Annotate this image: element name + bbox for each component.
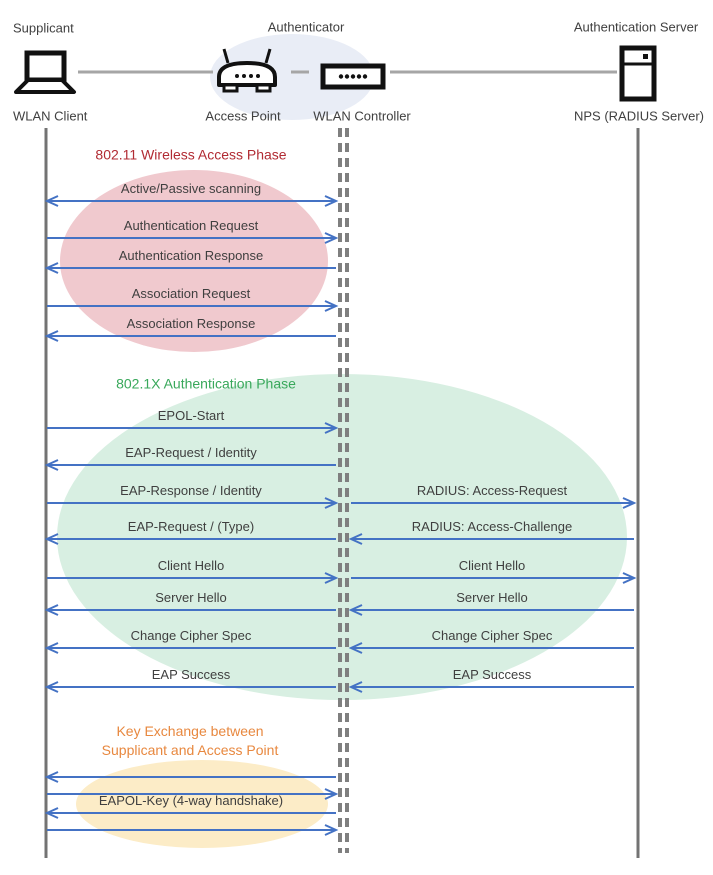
role-label-authenticator: Authenticator (267, 19, 345, 35)
phase-title-802-1x-authentication (116, 375, 296, 394)
phase-title-text-line-2: Supplicant and Access Point (101, 742, 279, 758)
message-label: EAP-Request / (Type) (127, 519, 255, 534)
message-label: EAP-Response / Identity (120, 483, 262, 498)
message-label: Change Cipher Spec (431, 628, 553, 643)
message-label: RADIUS: Access-Challenge (411, 519, 573, 534)
device-label-access-point: Access Point (205, 108, 281, 124)
phase-title-text: 802.11 Wireless Access Phase (95, 146, 287, 163)
message-label: RADIUS: Access-Request (416, 483, 568, 498)
message-label: EPOL-Start (157, 408, 225, 423)
message-label: Client Hello (458, 558, 526, 573)
message-label: Authentication Request (123, 218, 259, 233)
controller-box-icon (320, 63, 386, 90)
server-icon (619, 45, 657, 102)
message-label: Association Request (131, 286, 251, 301)
message-label: Association Response (126, 316, 256, 331)
phase-title-key-exchange (102, 722, 279, 760)
phase-title-text-line-1: Key Exchange between (116, 723, 264, 739)
phase-title-802-11-wireless-access (95, 146, 286, 165)
device-label-wlan-client: WLAN Client (13, 108, 88, 124)
message-label: Server Hello (155, 590, 227, 605)
device-label-nps-radius-server: NPS (RADIUS Server) (573, 108, 705, 124)
role-label-supplicant: Supplicant (13, 20, 74, 36)
message-label: Change Cipher Spec (130, 628, 252, 643)
message-label: Client Hello (157, 558, 225, 573)
phase-title-text: 802.1X Authentication Phase (116, 375, 296, 392)
laptop-icon (13, 50, 77, 96)
message-label: Authentication Response (118, 248, 264, 263)
message-label: Active/Passive scanning (120, 181, 262, 196)
message-label: Server Hello (456, 590, 528, 605)
message-label: EAPOL-Key (4-way handshake) (98, 793, 284, 808)
message-label: EAP Success (452, 667, 532, 682)
wireless-access-point-icon (212, 47, 282, 94)
message-label: EAP Success (151, 667, 231, 682)
device-label-wlan-controller: WLAN Controller (313, 108, 411, 124)
role-label-authentication-server: Authentication Server (573, 19, 699, 35)
message-label: EAP-Request / Identity (125, 445, 257, 460)
